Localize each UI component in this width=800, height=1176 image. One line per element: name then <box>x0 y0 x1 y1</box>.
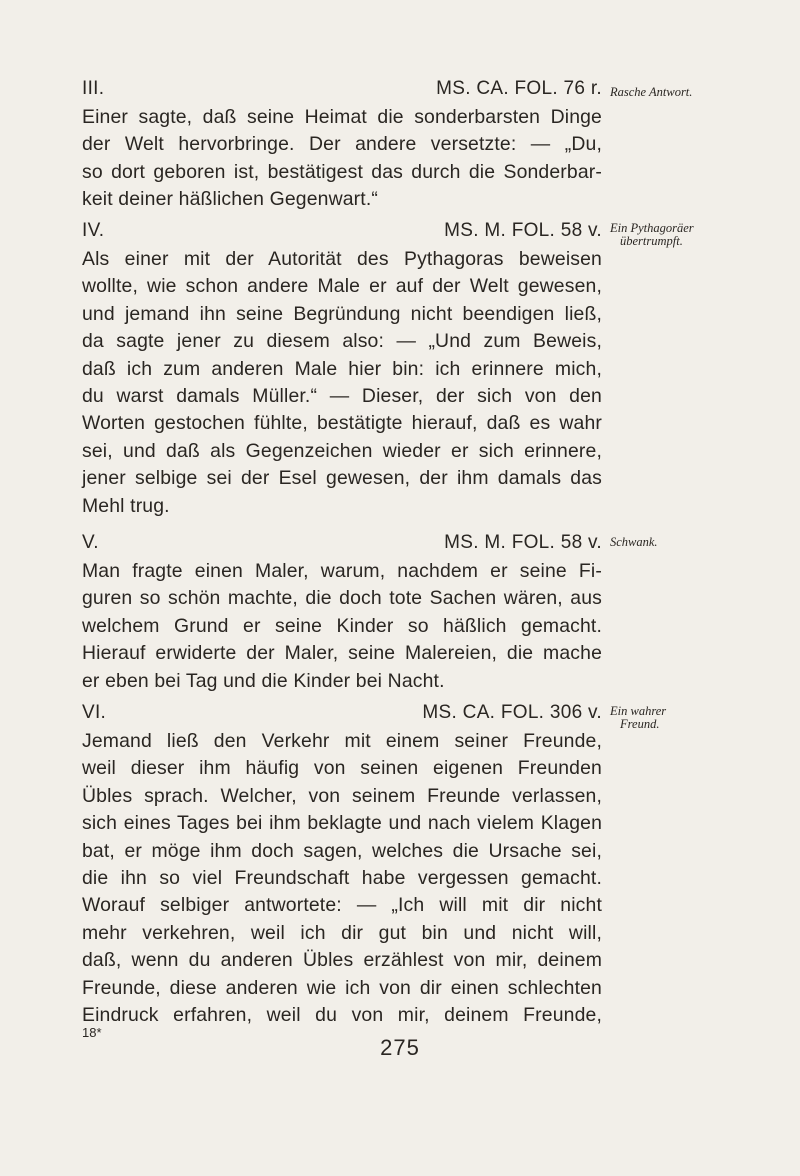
margin-note-v <box>610 536 790 549</box>
text-line: weil dieser ihm häufig von seinen eigenen Freunden <box>82 757 602 780</box>
margin-note-line: Freund. <box>620 717 660 731</box>
text-line: Mehl trug. <box>82 494 170 517</box>
text-line: Worauf selbiger antwortete: — „Ich will mit dir nicht <box>82 894 602 917</box>
text-line: sich eines Tages bei ihm beklagte und nach vielem Klagen <box>82 812 602 835</box>
text-line: und jemand ihn seine Begründung nicht beendigen ließ, <box>82 302 602 325</box>
page-number: 275 <box>380 1035 420 1060</box>
section-iii <box>82 76 602 214</box>
text-line: Man fragte einen Maler, warum, nachdem er seine Fi- <box>82 560 602 582</box>
section-heading <box>82 76 602 104</box>
section-number: IV. <box>82 220 105 241</box>
text-line: da sagte jener zu diesem also: — „Und zum Beweis, <box>82 330 602 353</box>
text-line: Freunde, diese anderen wie ich von dir einen schlechten <box>82 976 602 999</box>
margin-note-line: Schwank. <box>610 535 658 549</box>
text-line: Eindruck erfahren, weil du von mir, deinem Freunde, <box>82 1004 602 1027</box>
manuscript-reference: MS. CA. FOL. 76 r. <box>436 78 602 99</box>
text-line: daß, wenn du anderen Übles erzählest von mir, deinem <box>82 949 602 972</box>
section-number: III. <box>82 78 105 99</box>
margin-note-iv <box>610 222 790 248</box>
signature-mark: 18* <box>82 1025 102 1040</box>
section-iv <box>82 218 602 520</box>
section-number: VI. <box>82 702 107 723</box>
manuscript-reference: MS. M. FOL. 58 v. <box>444 220 602 241</box>
section-heading <box>82 530 602 558</box>
text-line: mehr verkehren, weil ich dir gut bin und nicht will, <box>82 921 602 944</box>
text-line: welchem Grund er seine Kinder so häßlich gemacht. <box>82 614 602 637</box>
margin-note-iii <box>610 86 790 99</box>
section-text <box>82 104 602 214</box>
text-line: er eben bei Tag und die Kinder bei Nacht. <box>82 669 445 692</box>
section-heading <box>82 218 602 246</box>
manuscript-reference: MS. M. FOL. 58 v. <box>444 532 602 553</box>
text-line: Hierauf erwiderte der Maler, seine Malereien, die mache <box>82 642 602 665</box>
section-text <box>82 558 602 695</box>
manuscript-reference: MS. CA. FOL. 306 v. <box>422 702 602 723</box>
text-line: jener selbige sei der Esel gewesen, der ihm damals das <box>82 467 602 490</box>
text-line: bat, er möge ihm doch sagen, welches die Ursache sei, <box>82 839 602 862</box>
section-number: V. <box>82 532 99 553</box>
margin-note-line: Ein wahrer <box>610 704 667 718</box>
text-line: sei, und daß als Gegenzeichen wieder er sich erinnere, <box>82 439 602 462</box>
section-text <box>82 246 602 520</box>
text-line: guren so schön machte, die doch tote Sachen wären, aus <box>82 587 602 610</box>
text-line: Übles sprach. Welcher, von seinem Freunde verlassen, <box>82 784 602 807</box>
section-v <box>82 530 602 695</box>
text-line: so dort geboren ist, bestätigest das durch die Sonderbar- <box>82 160 602 183</box>
text-line: Worten gestochen fühlte, bestätigte hierauf, daß es wahr <box>82 412 602 435</box>
margin-note-vi <box>610 705 790 731</box>
margin-note-line: Ein Pythagoräer <box>610 221 694 235</box>
text-line: keit deiner häßlichen Gegenwart.“ <box>82 188 378 211</box>
section-vi <box>82 700 602 1029</box>
text-line: Einer sagte, daß seine Heimat die sonderbarsten Dinge <box>82 106 602 128</box>
section-heading <box>82 700 602 728</box>
text-line: der Welt hervorbringe. Der andere versetzte: — „Du, <box>82 133 602 156</box>
text-line: die ihn so viel Freundschaft habe vergessen gemacht. <box>82 867 602 890</box>
margin-note-line: übertrumpft. <box>620 234 683 248</box>
margin-note-line: Rasche Antwort. <box>610 85 693 99</box>
text-line: Als einer mit der Autorität des Pythagoras beweisen <box>82 248 602 270</box>
text-line: du warst damals Müller.“ — Dieser, der sich von den <box>82 385 602 408</box>
text-line: daß ich zum anderen Male hier bin: ich erinnere mich, <box>82 357 602 380</box>
text-line: wollte, wie schon andere Male er auf der Welt gewesen, <box>82 275 602 298</box>
section-text <box>82 728 602 1029</box>
text-line: Jemand ließ den Verkehr mit einem seiner Freunde, <box>82 730 602 752</box>
